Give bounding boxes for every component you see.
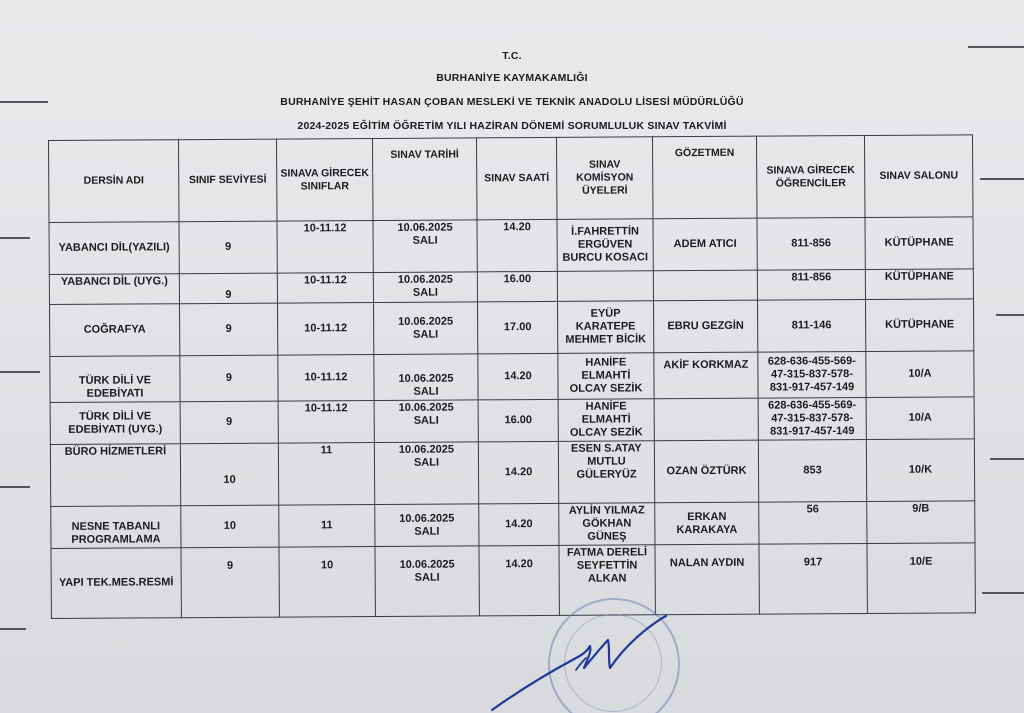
students: 811-146 — [757, 300, 865, 353]
exam-time: 14.20 — [477, 219, 557, 271]
table-row — [50, 351, 974, 403]
exam-room: KÜTÜPHANE — [865, 217, 973, 270]
grade-level: 9 — [181, 547, 279, 618]
table-row — [50, 299, 974, 357]
supervisor — [653, 270, 757, 301]
column-header-supervisor: GÖZETMEN — [652, 136, 756, 219]
course-name: TÜRK DİLİ VE EDEBİYATI — [50, 356, 180, 403]
commission-members: HANİFE ELMAHTİ OLCAY SEZİK — [558, 399, 654, 442]
commission-members: FATMA DERELİ SEYFETTİN ALKAN — [559, 545, 655, 616]
exam-date — [373, 302, 477, 355]
exam-schedule-table — [48, 134, 976, 619]
exam-date — [374, 400, 478, 443]
exam-day: SALI — [413, 414, 439, 427]
students: 628-636-455-569-47-315-837-578-831-917-457-149 — [758, 398, 866, 441]
classes: 10-11.12 — [277, 273, 373, 304]
commission-members: HANİFE ELMAHTİ OLCAY SEZİK — [558, 353, 654, 400]
commission-members: EYÜP KARATEPE MEHMET BİCİK — [557, 301, 653, 354]
column-header-course: DERSİN ADI — [49, 140, 179, 223]
exam-time: 14.20 — [479, 503, 559, 545]
commission-members: AYLİN YILMAZ GÖKHAN GÜNEŞ — [559, 503, 655, 546]
exam-date-value: 10.06.2025 — [398, 401, 454, 414]
classes: 11 — [278, 443, 374, 506]
header-school: BURHANİYE ŞEHİT HASAN ÇOBAN MESLEKİ VE TEKNİK ANADOLU LİSESİ MÜDÜRLÜĞÜ — [280, 96, 744, 108]
table-row — [50, 397, 974, 445]
table-row — [49, 217, 973, 275]
exam-time: 14.20 — [478, 441, 558, 503]
grade-level: 10 — [181, 505, 279, 548]
margin-mark — [0, 371, 40, 373]
exam-date — [375, 504, 479, 547]
exam-room: 10/K — [866, 439, 974, 502]
course-name: COĞRAFYA — [50, 304, 180, 357]
exam-date-value: 10.06.2025 — [398, 372, 454, 385]
column-header-students: SINAVA GİRECEK ÖĞRENCİLER — [756, 136, 864, 219]
exam-room: 10/A — [866, 397, 974, 440]
margin-mark — [982, 592, 1024, 594]
exam-day: SALI — [413, 385, 439, 398]
course-name: YABANCI DİL(YAZILI) — [49, 222, 179, 275]
exam-room: KÜTÜPHANE — [865, 269, 973, 300]
exam-day: SALI — [413, 456, 440, 469]
course-name: YAPI TEK.MES.RESMİ — [51, 548, 181, 619]
commission-members — [557, 271, 653, 302]
commission-members: ESEN S.ATAY MUTLU GÜLERYÜZ — [558, 441, 654, 504]
students: 917 — [759, 544, 867, 615]
exam-date-value: 10.06.2025 — [399, 558, 455, 571]
exam-date — [374, 354, 478, 401]
classes: 10-11.12 — [278, 355, 374, 402]
exam-date-value: 10.06.2025 — [397, 273, 453, 286]
margin-mark — [996, 314, 1024, 316]
exam-day: SALI — [414, 525, 440, 538]
supervisor: OZAN ÖZTÜRK — [654, 440, 758, 503]
margin-mark — [0, 486, 30, 488]
students: 811-856 — [757, 218, 865, 271]
exam-time: 14.20 — [479, 545, 559, 615]
exam-date-value: 10.06.2025 — [397, 221, 453, 234]
classes: 10-11.12 — [278, 303, 374, 356]
commission-members: İ.FAHRETTİN ERGÜVEN BURCU KOSACI — [557, 219, 653, 272]
classes: 11 — [279, 505, 375, 548]
column-header-grade-level: SINIF SEVİYESİ — [179, 139, 277, 222]
table-row — [51, 501, 975, 549]
classes: 10-11.12 — [278, 401, 374, 444]
table-row — [50, 439, 974, 507]
students: 853 — [758, 440, 866, 503]
grade-level: 9 — [179, 221, 277, 274]
exam-day: SALI — [413, 328, 439, 341]
exam-day: SALI — [412, 286, 439, 299]
exam-room: 9/B — [867, 501, 975, 544]
exam-date — [375, 546, 479, 617]
supervisor: AKİF KORKMAZ — [654, 352, 758, 399]
exam-day: SALI — [414, 571, 440, 584]
exam-time: 14.20 — [478, 353, 558, 399]
column-header-exam-time: SINAV SAATİ — [476, 137, 556, 219]
header-district: BURHANİYE KAYMAKAMLIĞI — [436, 72, 588, 84]
column-header-classes: SINAVA GİRECEK SINIFLAR — [276, 139, 372, 222]
exam-time: 17.00 — [477, 301, 557, 353]
column-header-exam-date: SINAV TARİHİ — [372, 138, 476, 221]
column-header-commission: SINAV KOMİSYON ÜYELERİ — [556, 137, 652, 220]
table-header-row — [49, 135, 973, 223]
exam-time: 16.00 — [478, 399, 558, 441]
exam-room: KÜTÜPHANE — [865, 299, 973, 352]
column-header-exam-room: SINAV SALONU — [864, 135, 972, 218]
exam-room: 10/A — [866, 351, 974, 398]
signature-mark — [480, 610, 680, 713]
exam-day: SALI — [412, 234, 438, 247]
margin-mark — [0, 101, 48, 103]
exam-date-value: 10.06.2025 — [399, 512, 455, 525]
margin-mark — [0, 628, 26, 630]
supervisor: EBRU GEZGİN — [653, 300, 757, 353]
course-name: NESNE TABANLI PROGRAMLAMA — [51, 506, 181, 549]
supervisor: ERKAN KARAKAYA — [655, 502, 759, 545]
exam-date — [373, 220, 477, 273]
students: 56 — [759, 502, 867, 545]
exam-date-value: 10.06.2025 — [398, 443, 454, 456]
students: 811-856 — [757, 270, 865, 301]
margin-mark — [980, 178, 1024, 180]
classes: 10 — [279, 547, 375, 618]
exam-date — [373, 272, 477, 303]
classes: 10-11.12 — [277, 221, 373, 274]
grade-level: 9 — [179, 273, 277, 304]
grade-level: 9 — [180, 355, 278, 402]
course-name: TÜRK DİLİ VE EDEBİYATI (UYG.) — [50, 402, 180, 445]
supervisor — [654, 398, 758, 441]
margin-mark — [0, 237, 30, 239]
students: 628-636-455-569-47-315-837-578-831-917-457-149 — [758, 352, 866, 399]
exam-room: 10/E — [867, 543, 975, 614]
course-name: YABANCI DİL (UYG.) — [49, 274, 179, 305]
supervisor: NALAN AYDIN — [655, 544, 759, 615]
course-name: BÜRO HİZMETLERİ — [50, 444, 180, 507]
margin-mark — [990, 458, 1024, 460]
table-row — [51, 543, 975, 619]
header-tc: T.C. — [502, 50, 522, 62]
grade-level: 9 — [180, 401, 278, 444]
grade-level: 9 — [180, 303, 278, 356]
supervisor: ADEM ATICI — [653, 218, 757, 271]
exam-time: 16.00 — [477, 271, 557, 301]
document-title: 2024-2025 EĞİTİM ÖĞRETİM YILI HAZİRAN DÖNEMİ SORUMLULUK SINAV TAKVİMİ — [297, 120, 727, 132]
exam-date — [374, 442, 478, 505]
margin-mark — [968, 46, 1024, 48]
exam-date-value: 10.06.2025 — [398, 315, 454, 328]
grade-level: 10 — [180, 443, 278, 506]
